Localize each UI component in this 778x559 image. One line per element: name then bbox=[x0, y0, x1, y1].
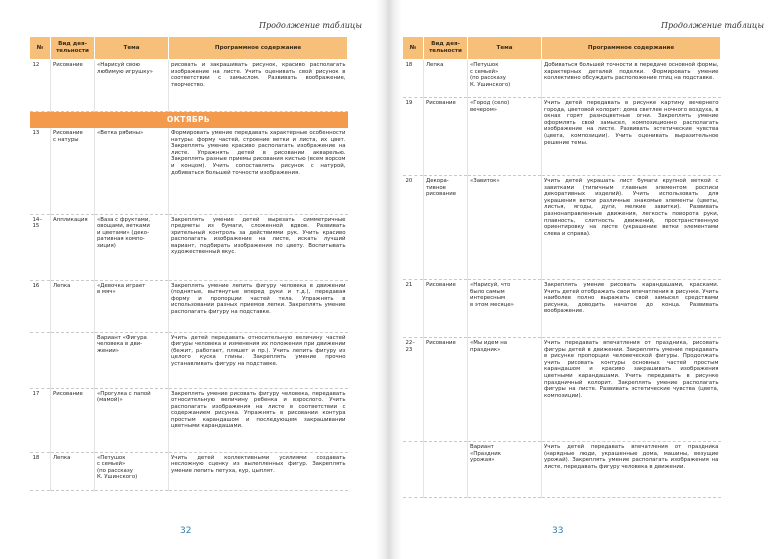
row-content: Формировать умение передавать характерные особенности натуры: форму частей, строение ветки и листа, их цвет. Закреплять умение красиво располагать изображение на листе. Упражнять детей в рисовании акварелью. Закреплять разные приемы рисования кистью (всем ворсом и концом). Учить сопоставлять рисунок с натурой, добиваться большей точности изображения. bbox=[169, 128, 348, 214]
row-content: Учить детей коллективными усилиями создавать несложную сценку из вылепленных фигур. Закреплять умение лепить петуха, кур, цыплят. bbox=[169, 452, 348, 490]
header-activity: Вид дея- тельности bbox=[424, 37, 468, 60]
row-number: 18 bbox=[403, 60, 424, 98]
row-theme: «Нарисуй, что было самым интересным в этом месяце» bbox=[468, 280, 542, 338]
program-table bbox=[29, 36, 348, 491]
row-number: 14–15 bbox=[30, 214, 51, 280]
row-number bbox=[30, 332, 51, 388]
header-content: Программное содержание bbox=[169, 37, 348, 60]
row-number: 12 bbox=[30, 60, 51, 112]
page-caption: Продолжение таблицы bbox=[258, 21, 362, 30]
table-row bbox=[30, 388, 348, 452]
row-theme: «Завиток» bbox=[468, 176, 542, 280]
row-theme: «Ваза с фруктами, овощами, ветками и цветами» (деко- ративная компо- зиция) bbox=[95, 214, 169, 280]
row-theme: «Мы идем на праздник» bbox=[468, 338, 542, 442]
row-activity: Лепка bbox=[51, 452, 95, 490]
row-activity: Рисование bbox=[424, 98, 468, 176]
row-activity: Декора- тивное рисование bbox=[424, 176, 468, 280]
row-activity: Аппликация bbox=[51, 214, 95, 280]
row-theme: Вариант «Праздник урожая» bbox=[468, 442, 542, 498]
row-activity: Рисование с натуры bbox=[51, 128, 95, 214]
row-activity: Лепка bbox=[424, 60, 468, 98]
row-number: 20 bbox=[403, 176, 424, 280]
row-number: 21 bbox=[403, 280, 424, 338]
row-theme: Вариант «Фигура человека в дви- жении» bbox=[95, 332, 169, 388]
table-row bbox=[30, 332, 348, 388]
row-theme: «Прогулка с папой (мамой)» bbox=[95, 388, 169, 452]
table-header-row bbox=[403, 37, 721, 60]
row-number bbox=[403, 442, 424, 498]
row-content: Закреплять умение рисовать карандашами, красками. Учить детей отображать свои впечатления в рисунке. Учить наиболее полно выражать свой замысел средствами рисунка, доводить начатое до конца. Развивать воображение. bbox=[542, 280, 721, 338]
table-row bbox=[403, 176, 721, 280]
header-activity: Вид дея- тельности bbox=[51, 37, 95, 60]
row-content: Учить детей передавать относительную величину частей фигуры человека и изменения их положения при движении (бежит, работает, пляшет и пр.). Учить лепить фигуру из целого куска глины. Закреплять умение прочно устанавливать фигуру на подставке. bbox=[169, 332, 348, 388]
left-page bbox=[0, 0, 376, 559]
table-row bbox=[403, 338, 721, 442]
header-theme: Тема bbox=[468, 37, 542, 60]
row-content: Добиваться большей точности в передаче основной формы, характерных деталей поделки. Формировать умение коллективно обсуждать расположение птиц на подставке. bbox=[542, 60, 721, 98]
table-row bbox=[403, 442, 721, 498]
row-number: 16 bbox=[30, 280, 51, 332]
row-activity bbox=[424, 442, 468, 498]
row-number: 13 bbox=[30, 128, 51, 214]
page-number: 33 bbox=[552, 526, 564, 536]
row-theme: «Ветка рябины» bbox=[95, 128, 169, 214]
table-row bbox=[403, 60, 721, 98]
table-row bbox=[403, 280, 721, 338]
row-activity: Рисование bbox=[51, 388, 95, 452]
row-number: 19 bbox=[403, 98, 424, 176]
table-header-row bbox=[30, 37, 348, 60]
row-content: Закреплять умение детей вырезать симметричные предметы из бумаги, сложенной вдвое. Развивать зрительный контроль за действиями рук. Учить красиво располагать изображение на листе, искать лучший вариант, подбирать изображения по цвету. Воспитывать художественный вкус. bbox=[169, 214, 348, 280]
table-row bbox=[30, 280, 348, 332]
row-content: Учить детей украшать лист бумаги крупной веткой с завитками (типичным главным элементом росписи декоративных изделий). Учить использовать для украшения ветки различные знакомые элементы (цветы, листья, ягоды, дуги, мелкие завитки). Развивать разнонаправленные движения, легкость поворота руки, плавность, слитность движений, пространственную ориентировку на листе (украшение ветки элементами слева и справа). bbox=[542, 176, 721, 280]
row-content: Учить передавать впечатления от праздника, рисовать фигуры детей в движении. Закреплять умение передавать в рисунке пропорции человеческой фигуры. Продолжать учить рисовать контуры основных частей простым карандашом и красиво закрашивать изображения цветными карандашами. Учить передавать в рисунке праздничный колорит. Закреплять умение располагать фигуры на листе. Развивать эстетические чувства (цвета, композиции). bbox=[542, 338, 721, 442]
header-number: № bbox=[30, 37, 51, 60]
row-activity: Рисование bbox=[424, 338, 468, 442]
row-content: Закреплять умение лепить фигуру человека в движении (поднятые, вытянутые вперед руки и т.д.), передавая форму и пропорции частей тела. Упражнять в использовании разных приемов лепки. Закреплять умение располагать фигуру на подставке. bbox=[169, 280, 348, 332]
row-content: Учить детей передавать впечатления от праздника (нарядные люди, украшенные дома, машины, везущие урожай). Закреплять умение располагать изображения на листе, передавать фигуру человека в движении. bbox=[542, 442, 721, 498]
row-activity: Рисование bbox=[424, 280, 468, 338]
row-number: 18 bbox=[30, 452, 51, 490]
table-row bbox=[30, 128, 348, 214]
month-label: ОКТЯБРЬ bbox=[30, 112, 348, 129]
right-page bbox=[402, 0, 778, 559]
row-number: 22–23 bbox=[403, 338, 424, 442]
header-content: Программное содержание bbox=[542, 37, 721, 60]
table-row bbox=[30, 452, 348, 490]
month-row bbox=[30, 112, 348, 129]
program-table bbox=[402, 36, 721, 498]
page-caption: Продолжение таблицы bbox=[660, 21, 764, 30]
row-theme: «Петушок с семьей» (по рассказу К. Ушинского) bbox=[95, 452, 169, 490]
book-gutter bbox=[376, 0, 402, 559]
row-theme: «Петушок с семьей» (по рассказу К. Ушинского) bbox=[468, 60, 542, 98]
row-theme: «Город (село) вечером» bbox=[468, 98, 542, 176]
row-content: Закреплять умение рисовать фигуру человека, передавать относительную величину ребенка и взрослого. Учить располагать изображения на листе в соответствии с содержанием рисунка. Упражнять в рисовании контура простым карандашом и последующем закрашивании цветными карандашами. bbox=[169, 388, 348, 452]
header-theme: Тема bbox=[95, 37, 169, 60]
table-row bbox=[30, 214, 348, 280]
row-number: 17 bbox=[30, 388, 51, 452]
row-content: Учить детей передавать в рисунке картину вечернего города, цветовой колорит: дома светлее ночного воздуха, в окнах горят разноцветные огни. Закреплять умение оформлять свой замысел, композиционно располагать изображение на листе. Развивать эстетические чувства (цвета, композиции). Учить оценивать выразительное решение темы. bbox=[542, 98, 721, 176]
page-number: 32 bbox=[180, 526, 192, 536]
row-activity: Лепка bbox=[51, 280, 95, 332]
row-theme: «Девочка играет в мяч» bbox=[95, 280, 169, 332]
table-row bbox=[403, 98, 721, 176]
row-activity: Рисование bbox=[51, 60, 95, 112]
header-number: № bbox=[403, 37, 424, 60]
row-activity bbox=[51, 332, 95, 388]
table-row bbox=[30, 60, 348, 112]
row-content: рисовать и закрашивать рисунок, красиво располагать изображение на листе. Учить оценивать свой рисунок в соответствии с замыслом. Развивать воображение, творчество. bbox=[169, 60, 348, 112]
row-theme: «Нарисуй свою любимую игрушку» bbox=[95, 60, 169, 112]
